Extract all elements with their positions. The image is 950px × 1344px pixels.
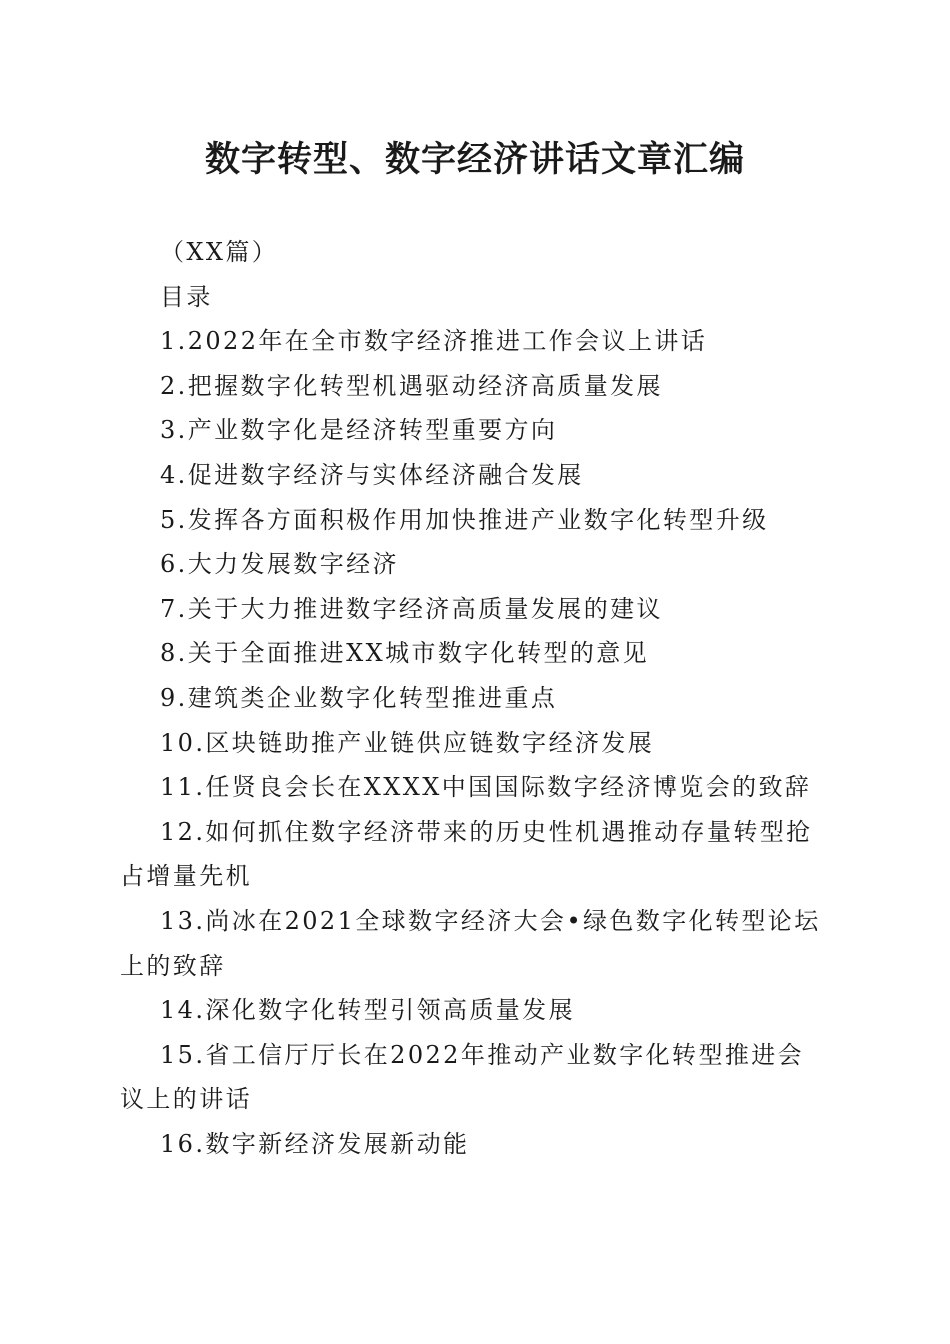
toc-item: 16.数字新经济发展新动能 xyxy=(160,1129,470,1158)
toc-item: 2.把握数字化转型机遇驱动经济高质量发展 xyxy=(160,371,663,400)
toc-item: 14.深化数字化转型引领高质量发展 xyxy=(160,996,575,1025)
toc-item: 15.省工信厅厅长在2022年推动产业数字化转型推进会议上的讲话 xyxy=(120,1040,805,1114)
toc-heading: 目录 xyxy=(160,282,213,311)
toc-item: 10.区块链助推产业链供应链数字经济发展 xyxy=(160,728,655,757)
toc-item: 1.2022年在全市数字经济推进工作会议上讲话 xyxy=(160,327,708,356)
toc-item: 12.如何抓住数字经济带来的历史性机遇推动存量转型抢占增量先机 xyxy=(120,817,813,891)
toc-item: 13.尚冰在2021全球数字经济大会•绿色数字化转型论坛上的致辞 xyxy=(120,906,821,980)
toc-item: 6.大力发展数字经济 xyxy=(160,550,399,579)
document-body xyxy=(120,230,830,1166)
toc-item: 9.建筑类企业数字化转型推进重点 xyxy=(160,683,558,712)
toc-item: 4.促进数字经济与实体经济融合发展 xyxy=(160,460,584,489)
toc-item: 5.发挥各方面积极作用加快推进产业数字化转型升级 xyxy=(160,505,769,534)
count-note: （XX篇） xyxy=(160,238,279,266)
document-title: 数字转型、数字经济讲话文章汇编 xyxy=(204,139,745,180)
toc-item: 3.产业数字化是经济转型重要方向 xyxy=(160,416,558,445)
toc-item: 8.关于全面推进XX城市数字化转型的意见 xyxy=(160,639,650,668)
toc-item: 7.关于大力推进数字经济高质量发展的建议 xyxy=(160,594,663,623)
toc-item: 11.任贤良会长在XXXX中国国际数字经济博览会的致辞 xyxy=(160,773,812,802)
table-of-contents xyxy=(120,319,830,1166)
